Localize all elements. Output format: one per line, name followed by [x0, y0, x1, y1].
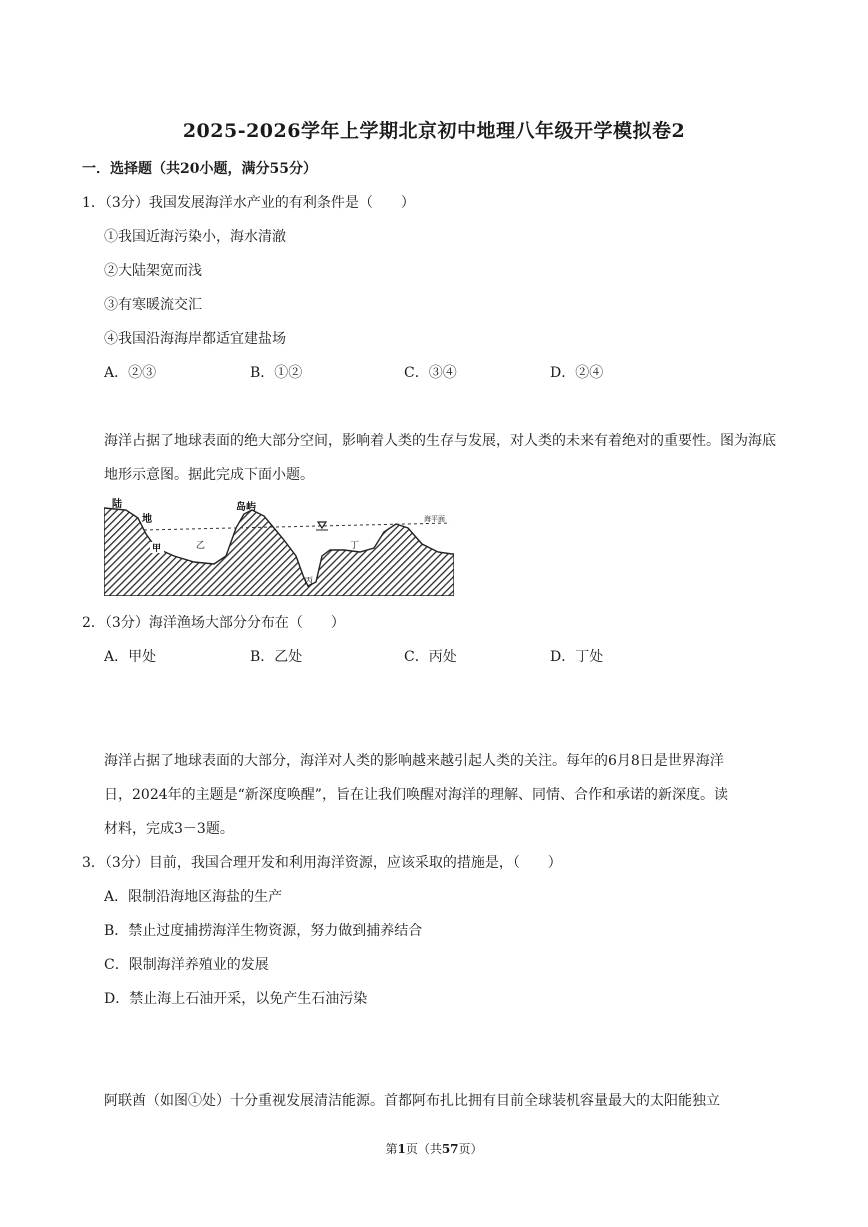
passage-2-line: 日，2024年的主题是“新深度唤醒”，旨在让我们唤醒对海洋的理解、同情、合作和承诺的新深度。读 [104, 787, 728, 803]
seafloor-diagram [104, 494, 454, 596]
diagram-label-land: 陆 [112, 499, 122, 510]
passage-2-line: 材料，完成3－3题。 [104, 821, 234, 837]
diagram-label-ding: 丁 [350, 540, 360, 550]
footer-total-pages: 57 [441, 1142, 459, 1156]
diagram-label-jia: 甲 [152, 543, 162, 553]
question-1-item: ②大陆架宽而浅 [104, 263, 202, 279]
passage-1: 海洋占据了地球表面的绝大部分空间，影响着人类的生存与发展，对人类的未来有着绝对的重要性。图为海底地形示意图。据此完成下面小题。 [104, 433, 776, 483]
question-2-choice: A．甲处 [104, 649, 157, 665]
diagram-label-sea-level: 海平面 [424, 515, 445, 523]
question-3-stem: 3．（3分）目前，我国合理开发和利用海洋资源，应该采取的措施是，（ ） [82, 855, 562, 871]
question-2-choice: B．乙处 [250, 649, 303, 665]
question-1-choice: D．②④ [550, 365, 604, 381]
question-2-choice: D．丁处 [550, 649, 604, 665]
passage-2-line: 海洋占据了地球表面的大部分，海洋对人类的影响越来越引起人类的关注。每年的6月8日是世界海洋 [104, 753, 724, 769]
question-1-item: ④我国沿海海岸都适宜建盐场 [104, 331, 286, 347]
section-heading: 一．选择题（共20小题，满分55分） [82, 161, 317, 177]
footer-prefix: 第 [385, 1142, 398, 1156]
question-2-choice: C．丙处 [404, 649, 457, 665]
diagram-label-yi: 乙 [196, 540, 206, 550]
question-3-option: B．禁止过度捕捞海洋生物资源，努力做到捕养结合 [104, 923, 423, 939]
diagram-label-land: 地 [142, 514, 152, 525]
question-1-item: ①我国近海污染小，海水清澈 [104, 229, 286, 245]
footer-suffix: 页） [458, 1142, 483, 1156]
question-1-choice: B．①② [250, 365, 303, 381]
page-title: 2025-2026学年上学期北京初中地理八年级开学模拟卷2 [182, 120, 686, 142]
question-1-choice: C．③④ [404, 365, 457, 381]
footer-mid: 页（共 [405, 1142, 442, 1156]
question-1-stem: 1．（3分）我国发展海洋水产业的有利条件是（ ） [82, 195, 415, 211]
passage-3: 阿联酋（如图①处）十分重视发展清洁能源。首都阿布扎比拥有目前全球装机容量最大的太阳能独立 [104, 1093, 720, 1109]
footer-page-number: 1 [397, 1142, 406, 1156]
question-3-option: A．限制沿海地区海盐的生产 [104, 889, 283, 905]
page-footer [0, 1140, 868, 1157]
question-3-option: C．限制海洋养殖业的发展 [104, 957, 269, 973]
diagram-label-island: 岛屿 [236, 502, 256, 513]
question-2-stem: 2．（3分）海洋渔场大部分分布在（ ） [82, 615, 345, 631]
diagram-label-bing: 丙 [304, 576, 314, 586]
question-3-option: D．禁止海上石油开采，以免产生石油污染 [104, 991, 368, 1007]
question-1-choice: A．②③ [104, 365, 157, 381]
question-1-item: ③有寒暖流交汇 [104, 297, 202, 313]
